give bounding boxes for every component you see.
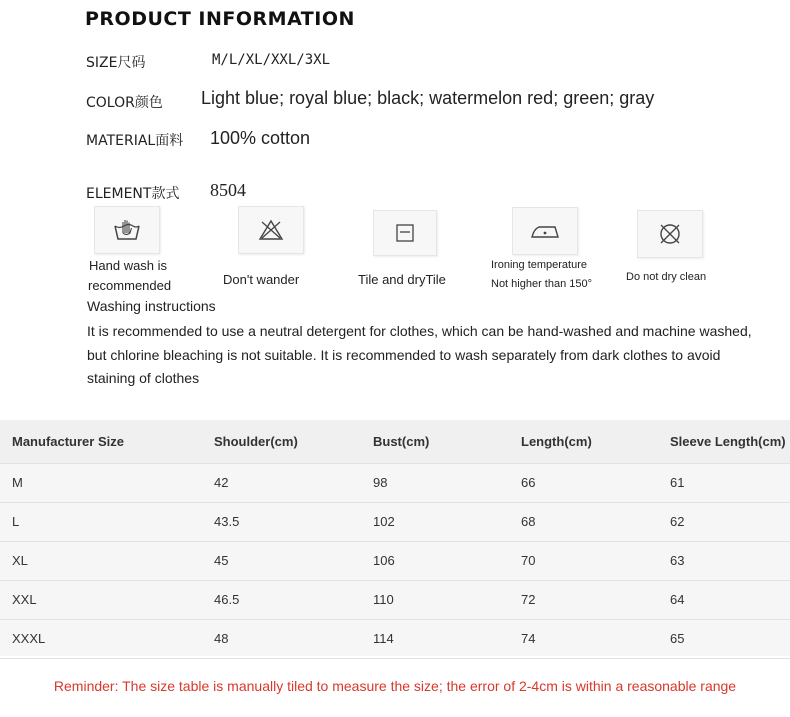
material-label: MATERIAL面料 — [86, 133, 184, 149]
header-shoulder: Shoulder(cm) — [214, 434, 298, 449]
table-row — [0, 463, 790, 503]
header-length: Length(cm) — [521, 434, 592, 449]
cell-shoulder: 43.5 — [214, 514, 240, 529]
size-value: M/L/XL/XXL/3XL — [212, 52, 331, 68]
color-label: COLOR颜色 — [86, 95, 163, 111]
cell-size: L — [12, 514, 20, 529]
cell-length: 72 — [521, 592, 536, 607]
element-value: 8504 — [210, 180, 246, 200]
cell-bust: 110 — [373, 592, 394, 607]
cell-shoulder: 45 — [214, 553, 229, 568]
care-label-hand-wash-line1: Hand wash is — [89, 258, 168, 273]
cell-shoulder: 42 — [214, 475, 229, 490]
care-label-no-dry-clean: Do not dry clean — [626, 271, 707, 283]
do-not-dry-clean-icon — [637, 210, 703, 258]
element-label: ELEMENT款式 — [86, 186, 180, 202]
cell-sleeve-length: 61 — [670, 475, 685, 490]
cell-sleeve-length: 65 — [670, 631, 685, 646]
table-row — [0, 580, 790, 620]
size-table — [0, 420, 790, 656]
color-value: Light blue; royal blue; black; watermelon red; green; gray — [201, 88, 655, 108]
cell-size: XXXL — [12, 631, 46, 646]
material-value: 100% cotton — [210, 128, 311, 148]
cell-size: XXL — [12, 592, 37, 607]
hand-wash-icon — [94, 206, 160, 254]
cell-size: XL — [12, 553, 28, 568]
care-label-iron-line2: Not higher than 150° — [491, 278, 593, 290]
cell-length: 66 — [521, 475, 536, 490]
care-label-iron-line1: Ironing temperature — [491, 259, 587, 271]
care-label-dry-flat: Tile and dryTile — [358, 272, 446, 287]
cell-sleeve-length: 64 — [670, 592, 685, 607]
washing-text: It is recommended to use a neutral detergent for clothes, which can be hand-washed and machine washed, but chlorine bleaching is not suitable. It is recommended to wash separately from dark clothes to avoid staining of clothes — [87, 323, 752, 386]
table-header-row — [0, 420, 790, 464]
cell-shoulder: 48 — [214, 631, 229, 646]
care-label-hand-wash-line2: recommended — [88, 278, 172, 293]
page-title: PRODUCT INFORMATION — [85, 8, 355, 30]
care-label-no-bleach: Don't wander — [223, 272, 300, 287]
do-not-bleach-icon — [238, 206, 304, 254]
cell-size: M — [12, 475, 23, 490]
cell-sleeve-length: 63 — [670, 553, 685, 568]
cell-bust: 106 — [373, 553, 395, 568]
table-row — [0, 619, 790, 659]
cell-bust: 98 — [373, 475, 388, 490]
cell-bust: 102 — [373, 514, 395, 529]
header-manufacturer-size: Manufacturer Size — [12, 434, 124, 449]
table-row — [0, 502, 790, 542]
dry-flat-icon — [373, 210, 437, 256]
header-bust: Bust(cm) — [373, 434, 430, 449]
size-label: SIZE尺码 — [86, 55, 146, 71]
size-reminder: Reminder: The size table is manually tiled to measure the size; the error of 2-4cm is within a reasonable range — [53, 678, 737, 694]
cell-length: 74 — [521, 631, 536, 646]
cell-sleeve-length: 62 — [670, 514, 685, 529]
iron-low-icon — [512, 207, 578, 255]
table-row — [0, 541, 790, 581]
cell-bust: 114 — [373, 631, 394, 646]
header-sleeve-length: Sleeve Length(cm) — [670, 434, 786, 449]
cell-shoulder: 46.5 — [214, 592, 240, 607]
cell-length: 68 — [521, 514, 536, 529]
washing-title: Washing instructions — [87, 298, 216, 314]
cell-length: 70 — [521, 553, 536, 568]
